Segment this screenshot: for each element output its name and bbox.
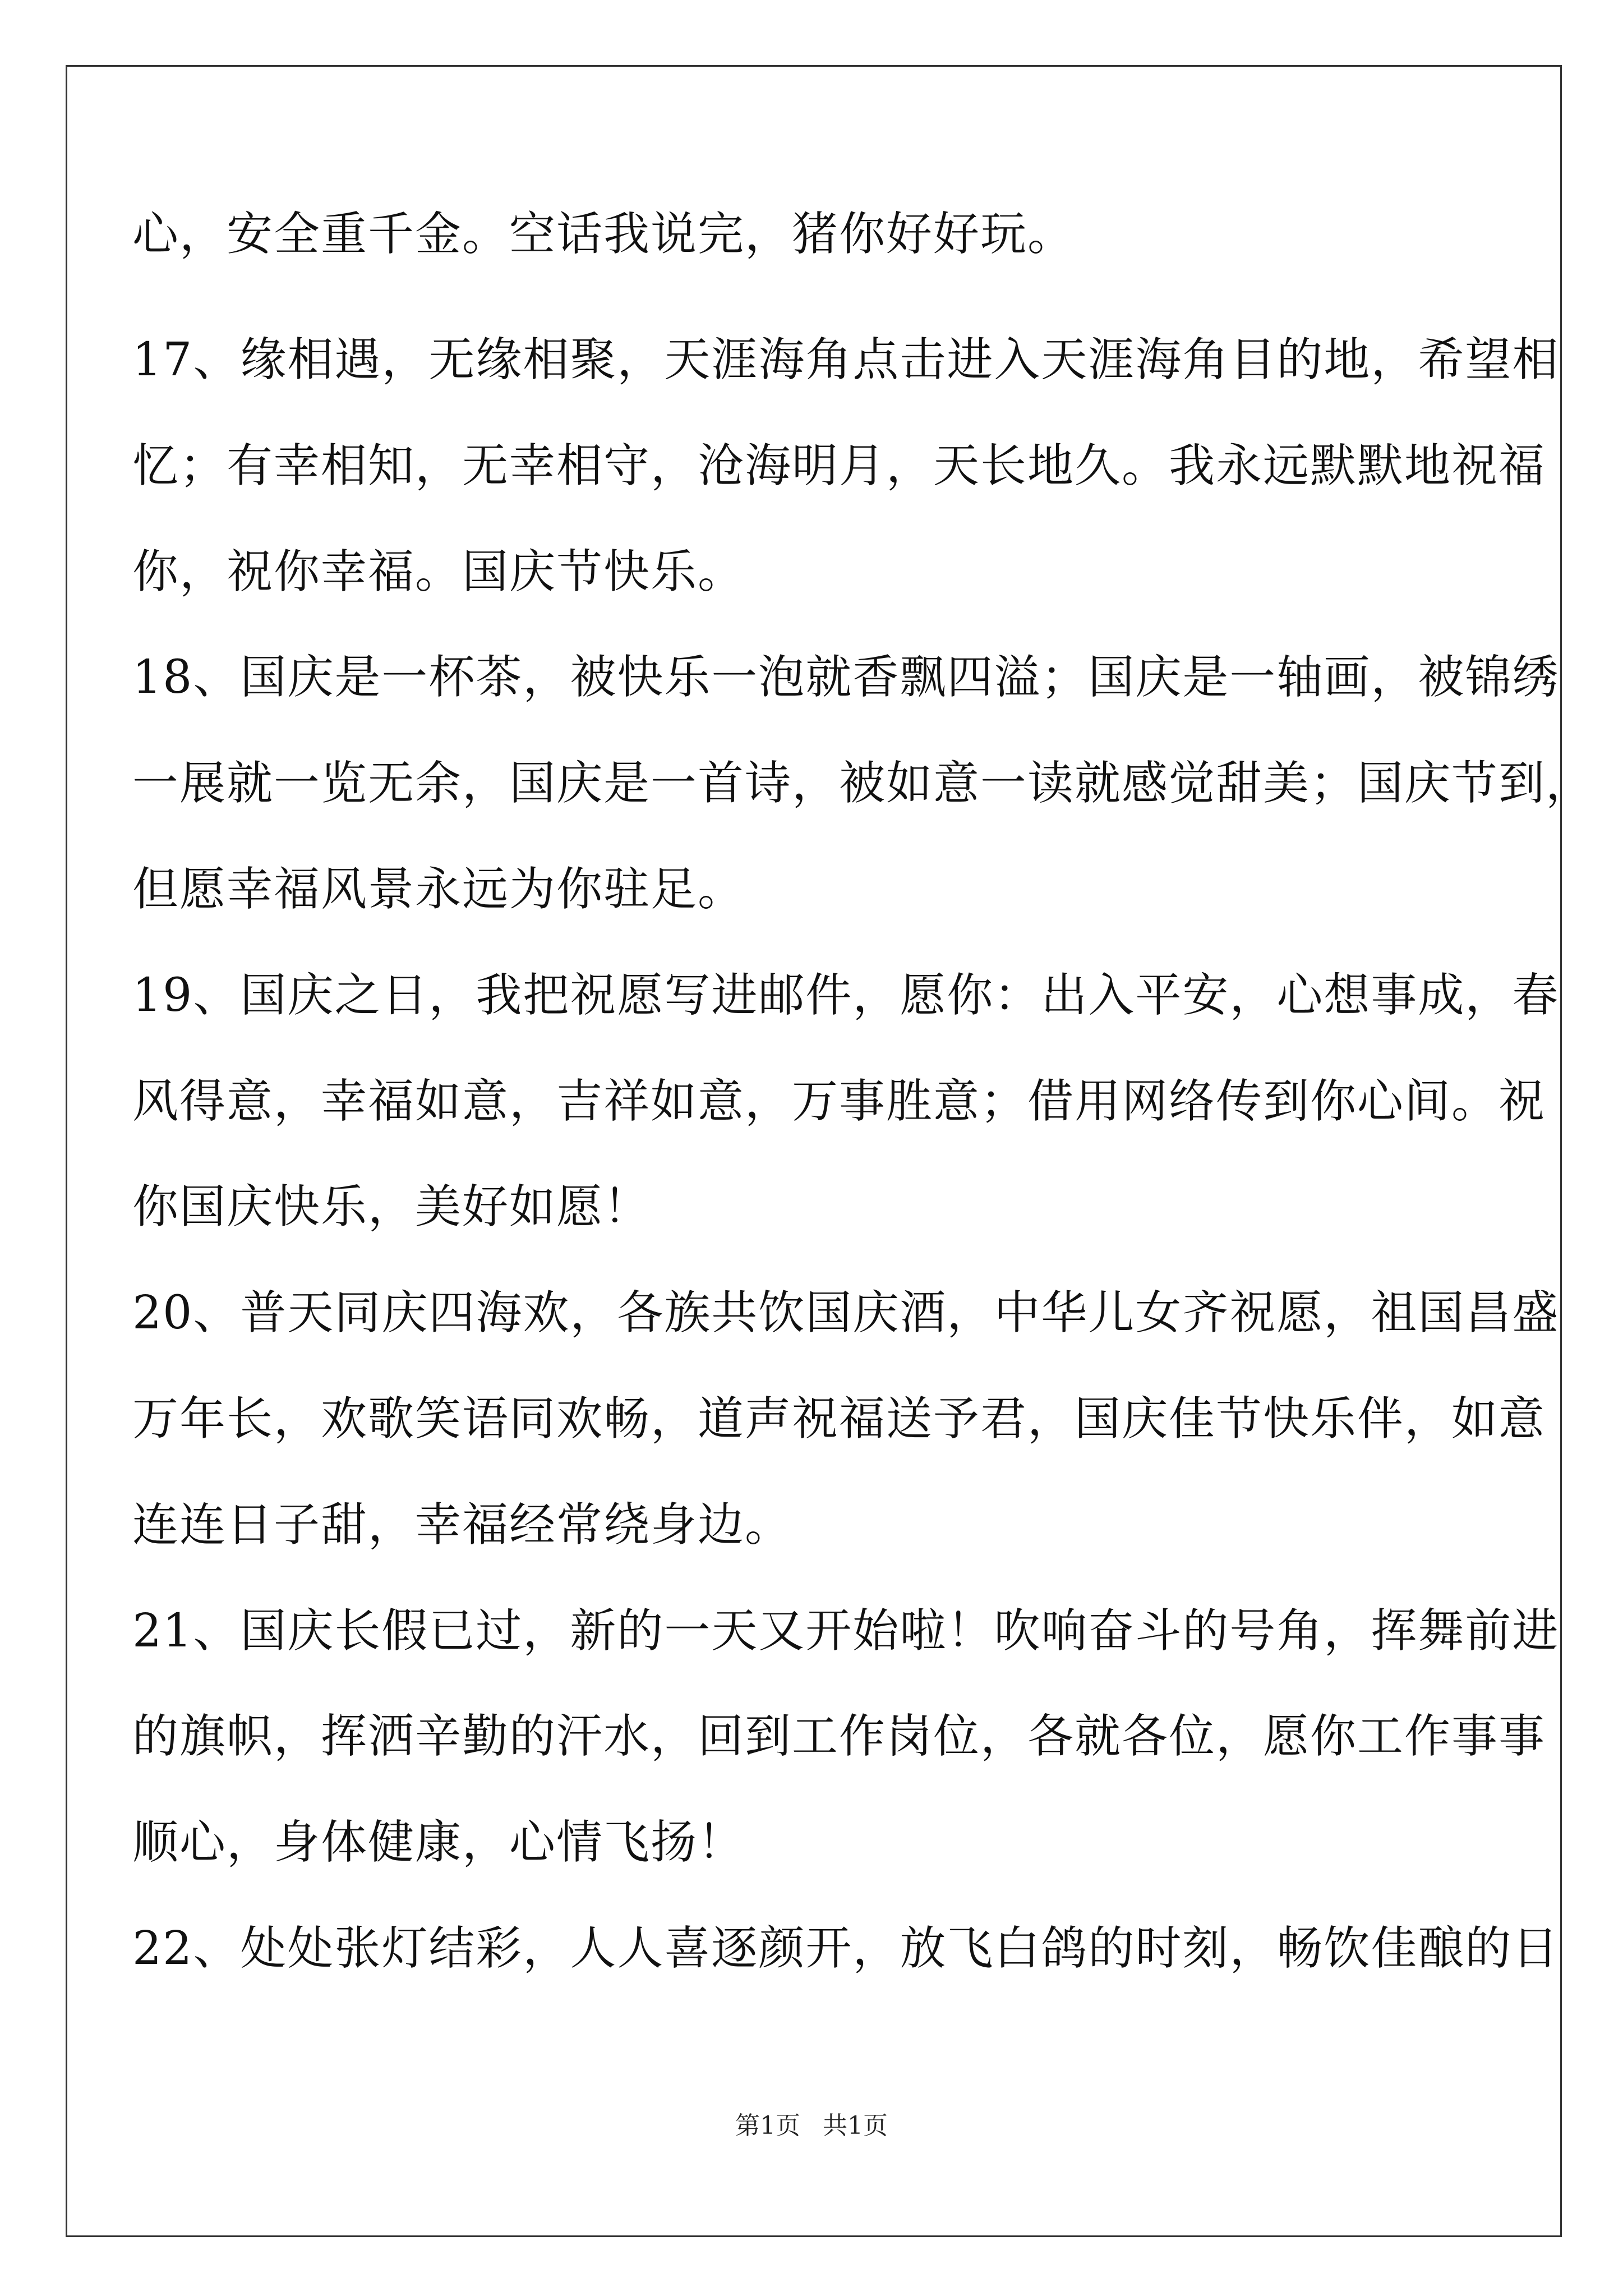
text-line: 20、普天同庆四海欢，各族共饮国庆酒，中华儿女齐祝愿，祖国昌盛 [132,1286,1560,1340]
text-line: 万年长，欢歌笑语同欢畅，道声祝福送予君，国庆佳节快乐伴，如意 [132,1392,1546,1446]
text-line: 连连日子甜，幸福经常绕身边。 [132,1498,792,1552]
text-line: 22、处处张灯结彩，人人喜逐颜开，放飞白鸽的时刻，畅饮佳酿的日 [132,1922,1560,1975]
page-total: 共1页 [823,2111,888,2140]
text-line: 风得意，幸福如意，吉祥如意，万事胜意；借用网络传到你心间。祝 [132,1075,1546,1128]
text-line: 忆；有幸相知，无幸相守，沧海明月，天长地久。我永远默默地祝福 [132,439,1546,493]
text-line: 但愿幸福风景永远为你驻足。 [132,863,745,916]
text-line: 21、国庆长假已过，新的一天又开始啦！吹响奋斗的号角，挥舞前进 [132,1604,1560,1658]
text-line: 19、国庆之日，我把祝愿写进邮件，愿你：出入平安，心想事成，春 [132,969,1560,1022]
text-line: 顺心，身体健康，心情飞扬！ [132,1816,745,1869]
text-line: 你，祝你幸福。国庆节快乐。 [132,545,745,599]
text-line: 17、缘相遇，无缘相聚，天涯海角点击进入天涯海角目的地，希望相 [132,333,1560,386]
page-frame [66,65,1562,2237]
text-line: 心，安全重千金。空话我说完，猪你好好玩。 [132,208,1075,261]
text-line: 一展就一览无余，国庆是一首诗，被如意一读就感觉甜美；国庆节到， [132,757,1593,810]
page-footer [0,2109,1623,2143]
text-line: 18、国庆是一杯茶，被快乐一泡就香飘四溢；国庆是一轴画，被锦绣 [132,651,1560,704]
text-line: 你国庆快乐，美好如愿！ [132,1180,651,1234]
page-number: 第1页 [735,2111,800,2140]
text-line: 的旗帜，挥洒辛勤的汗水，回到工作岗位，各就各位，愿你工作事事 [132,1710,1546,1763]
